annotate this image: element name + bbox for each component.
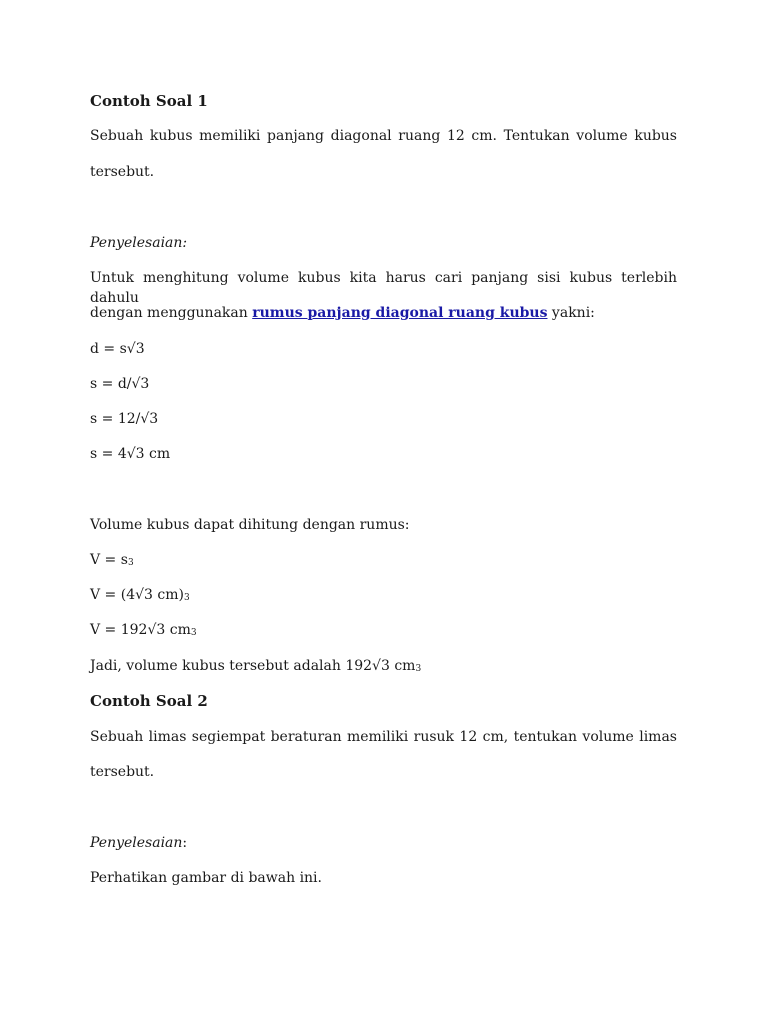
soal2-instruction: Perhatikan gambar di bawah ini. [90,870,322,886]
soal1-explain-line-2 [90,303,677,323]
soal2-solution-label [90,833,677,853]
equation-3: s = 12/√3 [90,411,159,427]
heading-contoh-soal-1: Contoh Soal 1 [90,92,208,110]
rumus-diagonal-link[interactable]: rumus panjang diagonal ruang kubus [252,305,548,321]
v1-base: V = s [90,552,128,568]
soal2-solution-word: Penyelesaian [90,835,183,851]
explain-text-before: dengan menggunakan [90,305,253,321]
v3-exponent: 3 [190,628,197,638]
heading-contoh-soal-2: Contoh Soal 2 [90,692,208,710]
volume-equation-3 [90,620,677,640]
conclusion-exponent: 3 [415,664,422,674]
volume-equation-1 [90,550,677,570]
equation-1: d = s√3 [90,341,145,357]
volume-intro: Volume kubus dapat dihitung dengan rumus: [90,517,410,533]
v2-base: V = (4√3 cm) [90,587,184,603]
soal1-question-line-1: Sebuah kubus memiliki panjang diagonal ruang 12 cm. Tentukan volume kubus [90,128,677,144]
soal1-question-line-2: tersebut. [90,164,155,180]
soal1-conclusion [90,656,677,676]
soal2-solution-colon: : [182,835,188,851]
volume-equation-2 [90,585,677,605]
v3-base: V = 192√3 cm [90,622,191,638]
explain-text-after: yakni: [547,305,595,321]
soal2-question-line-2: tersebut. [90,764,155,780]
soal2-question-line-1: Sebuah limas segiempat beraturan memiliki rusuk 12 cm, tentukan volume limas [90,729,677,745]
soal1-explain-line-1: Untuk menghitung volume kubus kita harus cari panjang sisi kubus terlebih dahulu [90,270,677,306]
v1-exponent: 3 [127,558,134,568]
v2-exponent: 3 [183,593,190,603]
equation-2: s = d/√3 [90,376,150,392]
equation-4: s = 4√3 cm [90,446,171,462]
conclusion-base: Jadi, volume kubus tersebut adalah 192√3 cm [90,658,416,674]
soal1-solution-label: Penyelesaian: [90,235,188,251]
